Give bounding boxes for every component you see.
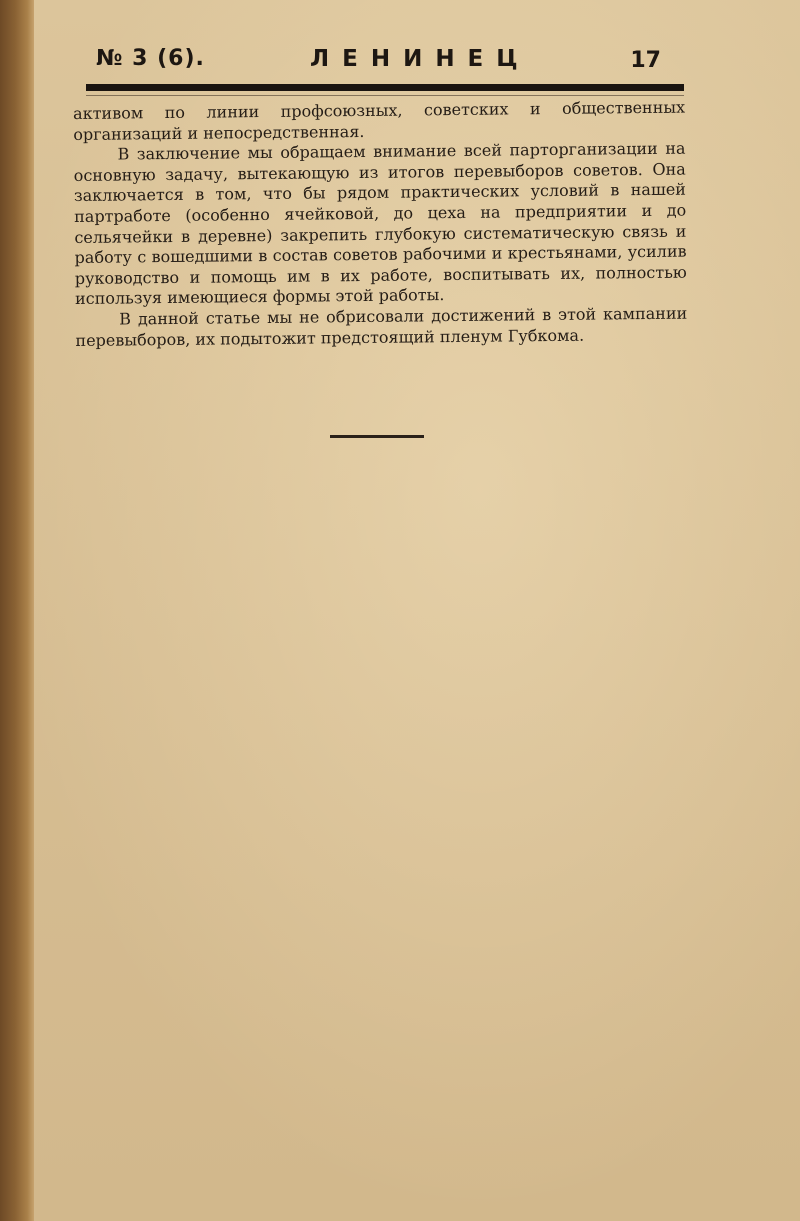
- page-number: 17: [630, 48, 661, 73]
- page-binding-edge: [0, 0, 34, 1221]
- header-rule-thin: [86, 95, 684, 96]
- paragraph-conclusion: В заключение мы обращаем внимание всей парторганизации на основную задачу, вытекающую из итогов перевыборов советов. Она заключается в том, что бы рядом практических условий в нашей партработе (особенно ячейковой, до цеха на предприятии и до сельячейки в деревне) закрепить глубокую систематическую связь и работу с вошедшими в состав советов рабочими и крестьянами, усилив руководство и помощь им в их работе, воспитывать их, полностью используя имеющиеся формы этой работы.: [73, 138, 687, 309]
- end-of-article-rule: [330, 435, 424, 438]
- paragraph-final: В данной статье мы не обрисовали достижений в этой кампании перевыборов, их подытожит предстоящий пленум Губкома.: [75, 303, 688, 350]
- issue-number: № 3 (6).: [96, 46, 205, 71]
- running-header: [96, 46, 661, 80]
- journal-title: ЛЕНИНЕЦ: [310, 46, 531, 72]
- article-text: [73, 98, 688, 352]
- paragraph-continuation: активом по линии профсоюзных, советских и общественных организаций и непосредственная.: [73, 97, 686, 144]
- header-rule: [86, 84, 684, 91]
